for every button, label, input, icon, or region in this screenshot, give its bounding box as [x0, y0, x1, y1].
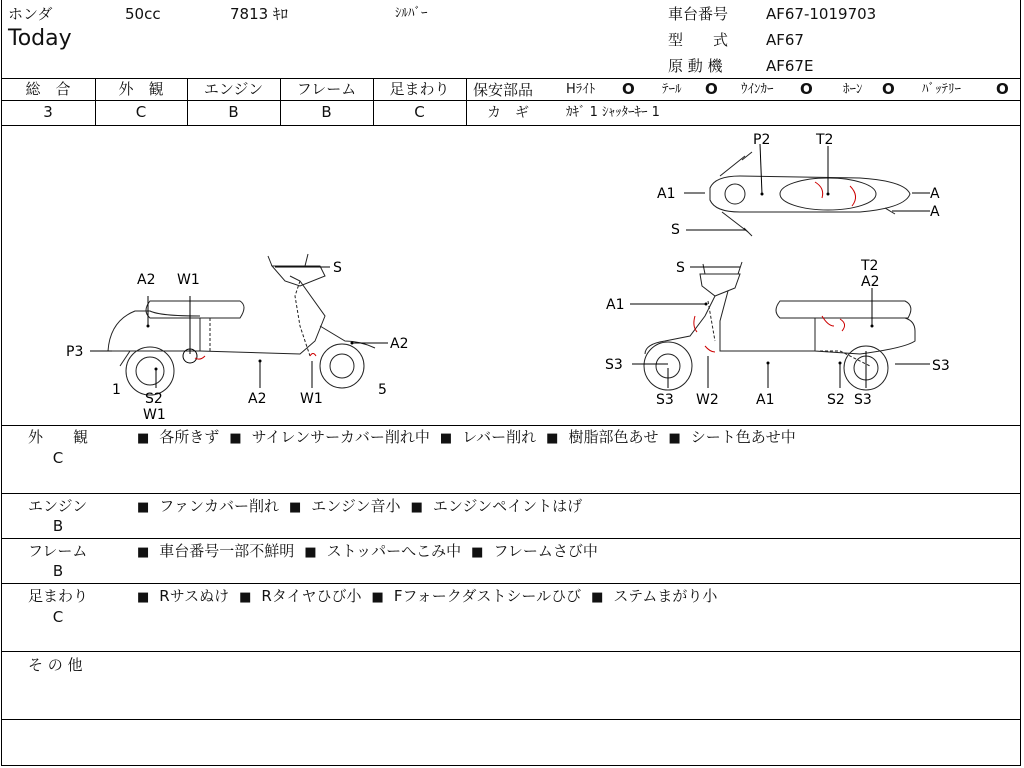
- label-w1: W1: [177, 272, 200, 288]
- scooter-top-view: [710, 152, 910, 236]
- safety-winker-mark: O: [800, 80, 813, 98]
- label-a1: A1: [606, 297, 625, 313]
- safety-horn-label: ﾎｰﾝ: [843, 82, 863, 97]
- divider: [1, 651, 1021, 652]
- remark-other-label: そ の 他: [28, 656, 83, 674]
- remark-exterior-label: 外 観: [28, 428, 89, 446]
- model-label: 型 式: [668, 31, 729, 49]
- remark-item: ■ Rタイヤひび小: [239, 587, 361, 607]
- remark-frame-grade: B: [52, 562, 64, 580]
- model-name: Today: [8, 26, 72, 51]
- remark-item: ■ エンジン音小: [289, 497, 401, 517]
- safety-horn-mark: O: [882, 80, 895, 98]
- maker: ホンダ: [8, 5, 53, 23]
- right-labels: [630, 267, 930, 388]
- label-p2: P2: [753, 132, 771, 148]
- label-s: S: [671, 222, 680, 238]
- label-w2: W2: [696, 392, 719, 408]
- frame-no-label: 車台番号: [668, 5, 729, 23]
- label-s2: S2: [145, 391, 163, 407]
- left-labels: [90, 267, 388, 388]
- label-s3: S3: [605, 357, 623, 373]
- grade-label-exterior: 外 観: [118, 80, 164, 98]
- grade-value-suspension: C: [414, 103, 425, 121]
- engine-label: 原 動 機: [668, 57, 723, 75]
- label-s2: S2: [827, 392, 845, 408]
- label-s: S: [333, 260, 342, 276]
- displacement: 50cc: [125, 5, 161, 23]
- label-5: 5: [378, 382, 387, 398]
- divider: [1, 583, 1021, 584]
- remark-item: ■ ストッパーへこみ中: [304, 542, 461, 562]
- remark-item: ■ 樹脂部色あせ: [546, 428, 658, 448]
- label-a: A: [930, 186, 940, 202]
- remark-item: ■ Rサスぬけ: [137, 587, 229, 607]
- remark-suspension-label: 足まわり: [28, 587, 89, 605]
- divider: [466, 78, 467, 125]
- remark-item: ■ シート色あせ中: [668, 428, 795, 448]
- label-w1: W1: [300, 391, 323, 407]
- remark-frame-list: [137, 542, 598, 562]
- model-value: AF67: [766, 31, 804, 49]
- label-t2: T2: [816, 132, 834, 148]
- key-value: ｶｷﾞ 1 ｼｬｯﾀｰｷｰ 1: [566, 105, 660, 120]
- grade-label-frame: フレーム: [296, 80, 357, 98]
- engine-value: AF67E: [766, 57, 814, 75]
- remark-engine-list: [137, 497, 582, 517]
- remark-engine-grade: B: [52, 517, 64, 535]
- safety-label: 保安部品: [473, 81, 534, 99]
- grade-value-frame: B: [321, 103, 332, 121]
- divider: [1, 719, 1021, 720]
- remark-item: ■ エンジンペイントはげ: [411, 497, 583, 517]
- label-s3: S3: [656, 392, 674, 408]
- label-1: 1: [112, 382, 121, 398]
- label-a2: A2: [861, 274, 880, 290]
- divider: [1, 100, 466, 101]
- label-w1: W1: [143, 407, 166, 423]
- label-a1: A1: [756, 392, 775, 408]
- grade-value-engine: B: [228, 103, 239, 121]
- damage-diagram: [0, 126, 1024, 425]
- divider: [1, 493, 1021, 494]
- divider: [466, 100, 1021, 101]
- safety-battery-label: ﾊﾞｯﾃﾘｰ: [922, 82, 961, 97]
- label-s3: S3: [932, 358, 950, 374]
- safety-winker-label: ｳｲﾝｶｰ: [741, 82, 774, 97]
- grade-label-engine: エンジン: [203, 80, 264, 98]
- frame-no-value: AF67-1019703: [766, 5, 877, 23]
- label-a2: A2: [248, 391, 267, 407]
- color: ｼﾙﾊﾞｰ: [395, 6, 428, 21]
- label-a1: A1: [657, 186, 676, 202]
- remark-item: ■ 各所きず: [137, 428, 219, 448]
- remark-item: ■ 車台番号一部不鮮明: [137, 542, 294, 562]
- grade-label-suspension: 足まわり: [389, 80, 450, 98]
- label-p3: P3: [66, 344, 84, 360]
- mileage: 7813 ｷﾛ: [230, 5, 288, 23]
- remark-item: ■ ファンカバー削れ: [137, 497, 279, 517]
- remark-exterior-list: [137, 428, 796, 448]
- remark-item: ■ レバー削れ: [440, 428, 536, 448]
- grade-label-overall: 総 合: [25, 80, 71, 98]
- label-a: A: [930, 204, 940, 220]
- safety-headlight-label: Hﾗｲﾄ: [566, 82, 596, 97]
- remark-exterior-grade: C: [52, 449, 64, 467]
- remark-item: ■ ステムまがり小: [591, 587, 717, 607]
- key-label: カ ギ: [487, 105, 529, 121]
- safety-tail-mark: O: [705, 80, 718, 98]
- label-t2: T2: [861, 258, 879, 274]
- remark-engine-label: エンジン: [28, 497, 88, 515]
- label-s: S: [676, 260, 685, 276]
- grade-value-exterior: C: [135, 103, 147, 121]
- remark-item: ■ Fフォークダストシールひび: [372, 587, 582, 607]
- top-labels: [684, 144, 930, 230]
- safety-tail-label: ﾃｰﾙ: [662, 82, 682, 97]
- safety-battery-mark: O: [996, 80, 1009, 98]
- remark-suspension-list: [137, 587, 717, 607]
- remark-item: ■ フレームさび中: [471, 542, 598, 562]
- label-s3: S3: [854, 392, 872, 408]
- divider: [1, 78, 1021, 79]
- divider: [1, 425, 1021, 426]
- remark-item: ■ サイレンサーカバー削れ中: [229, 428, 430, 448]
- grade-value-overall: 3: [43, 103, 53, 121]
- safety-headlight-mark: O: [622, 80, 635, 98]
- remark-suspension-grade: C: [52, 608, 64, 626]
- divider: [1, 538, 1021, 539]
- label-a2: A2: [137, 272, 156, 288]
- remark-frame-label: フレーム: [28, 542, 88, 560]
- label-a2: A2: [390, 336, 409, 352]
